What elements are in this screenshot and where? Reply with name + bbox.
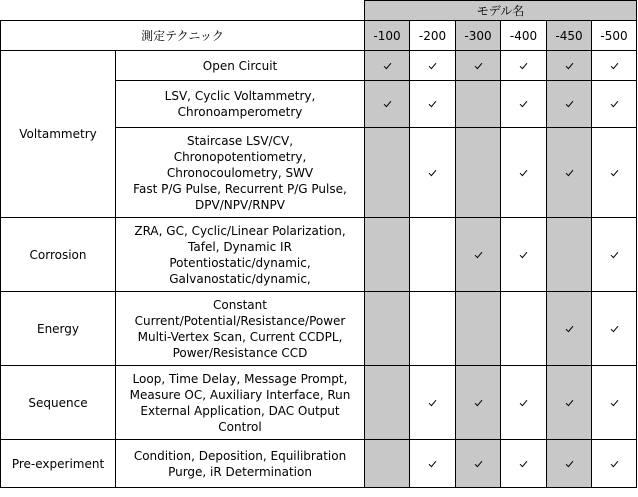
support-cell	[501, 218, 547, 292]
support-cell	[365, 81, 410, 128]
check-icon	[428, 169, 437, 177]
model-header-200: -200	[410, 21, 456, 51]
support-cell	[501, 440, 547, 488]
check-icon	[474, 399, 483, 407]
check-icon	[565, 62, 574, 70]
check-icon	[474, 62, 483, 70]
model-header-300: -300	[456, 21, 501, 51]
support-cell	[365, 51, 410, 81]
support-cell	[547, 218, 592, 292]
check-icon	[610, 169, 619, 177]
check-icon	[428, 399, 437, 407]
check-icon	[610, 399, 619, 407]
support-cell	[410, 128, 456, 218]
support-cell	[592, 366, 637, 440]
model-header-500: -500	[592, 21, 637, 51]
check-icon	[474, 460, 483, 468]
check-icon	[565, 460, 574, 468]
support-cell	[592, 292, 637, 366]
check-icon	[519, 460, 528, 468]
support-cell	[592, 128, 637, 218]
check-icon	[610, 325, 619, 333]
support-cell	[456, 292, 501, 366]
technique-cell: Constant Current/Potential/Resistance/Power Multi-Vertex Scan, Current CCDPL, Power/Resistance CCD	[116, 292, 365, 366]
check-icon	[519, 100, 528, 108]
check-icon	[519, 251, 528, 259]
category-cell: Voltammetry	[1, 51, 116, 218]
support-cell	[456, 218, 501, 292]
support-cell	[410, 81, 456, 128]
support-cell	[547, 128, 592, 218]
technique-cell: ZRA, GC, Cyclic/Linear Polarization, Tafel, Dynamic IR Potentiostatic/dynamic, Galvanostatic/dynamic,	[116, 218, 365, 292]
technique-cell: Loop, Time Delay, Message Prompt, Measure OC, Auxiliary Interface, Run External Application, DAC Output Control	[116, 366, 365, 440]
check-icon	[519, 399, 528, 407]
empty-corner	[1, 1, 365, 21]
support-cell	[592, 218, 637, 292]
check-icon	[519, 62, 528, 70]
table-row	[1, 440, 637, 488]
support-cell	[547, 366, 592, 440]
check-icon	[428, 62, 437, 70]
support-cell	[547, 440, 592, 488]
technique-cell: Open Circuit	[116, 51, 365, 81]
support-cell	[501, 81, 547, 128]
support-cell	[592, 440, 637, 488]
support-cell	[501, 292, 547, 366]
support-cell	[410, 51, 456, 81]
technique-cell: LSV, Cyclic Voltammetry, Chronoamperometry	[116, 81, 365, 128]
check-icon	[610, 100, 619, 108]
check-icon	[565, 325, 574, 333]
support-cell	[410, 218, 456, 292]
model-header-100: -100	[365, 21, 410, 51]
header-row-1	[1, 1, 637, 21]
table-row	[1, 218, 637, 292]
support-cell	[365, 292, 410, 366]
category-cell: Pre-experiment	[1, 440, 116, 488]
header-row-2	[1, 21, 637, 51]
technique-header: 測定テクニック	[1, 21, 365, 51]
check-icon	[474, 251, 483, 259]
support-cell	[410, 366, 456, 440]
check-icon	[428, 100, 437, 108]
check-icon	[565, 100, 574, 108]
support-cell	[456, 440, 501, 488]
support-cell	[456, 366, 501, 440]
technique-cell: Staircase LSV/CV, Chronopotentiometry, Chronocoulometry, SWV Fast P/G Pulse, Recurrent P/G Pulse, DPV/NPV/RNPV	[116, 128, 365, 218]
support-cell	[501, 51, 547, 81]
check-icon	[565, 169, 574, 177]
table-row	[1, 51, 637, 81]
support-cell	[592, 51, 637, 81]
support-cell	[547, 81, 592, 128]
check-icon	[383, 62, 392, 70]
support-cell	[501, 366, 547, 440]
check-icon	[610, 62, 619, 70]
support-cell	[456, 51, 501, 81]
support-cell	[456, 128, 501, 218]
check-icon	[519, 169, 528, 177]
support-cell	[547, 292, 592, 366]
check-icon	[610, 251, 619, 259]
check-icon	[610, 460, 619, 468]
category-cell: Sequence	[1, 366, 116, 440]
category-cell: Energy	[1, 292, 116, 366]
support-cell	[365, 128, 410, 218]
support-cell	[410, 440, 456, 488]
table-row	[1, 292, 637, 366]
support-cell	[592, 81, 637, 128]
category-cell: Corrosion	[1, 218, 116, 292]
check-icon	[383, 100, 392, 108]
support-cell	[365, 218, 410, 292]
support-cell	[501, 128, 547, 218]
table-row	[1, 366, 637, 440]
check-icon	[565, 399, 574, 407]
support-cell	[456, 81, 501, 128]
support-cell	[365, 440, 410, 488]
model-header-450: -450	[547, 21, 592, 51]
model-name-header: モデル名	[365, 1, 637, 21]
technique-cell: Condition, Deposition, Equilibration Purge, iR Determination	[116, 440, 365, 488]
check-icon	[428, 460, 437, 468]
support-cell	[365, 366, 410, 440]
support-cell	[547, 51, 592, 81]
model-header-400: -400	[501, 21, 547, 51]
support-cell	[410, 292, 456, 366]
